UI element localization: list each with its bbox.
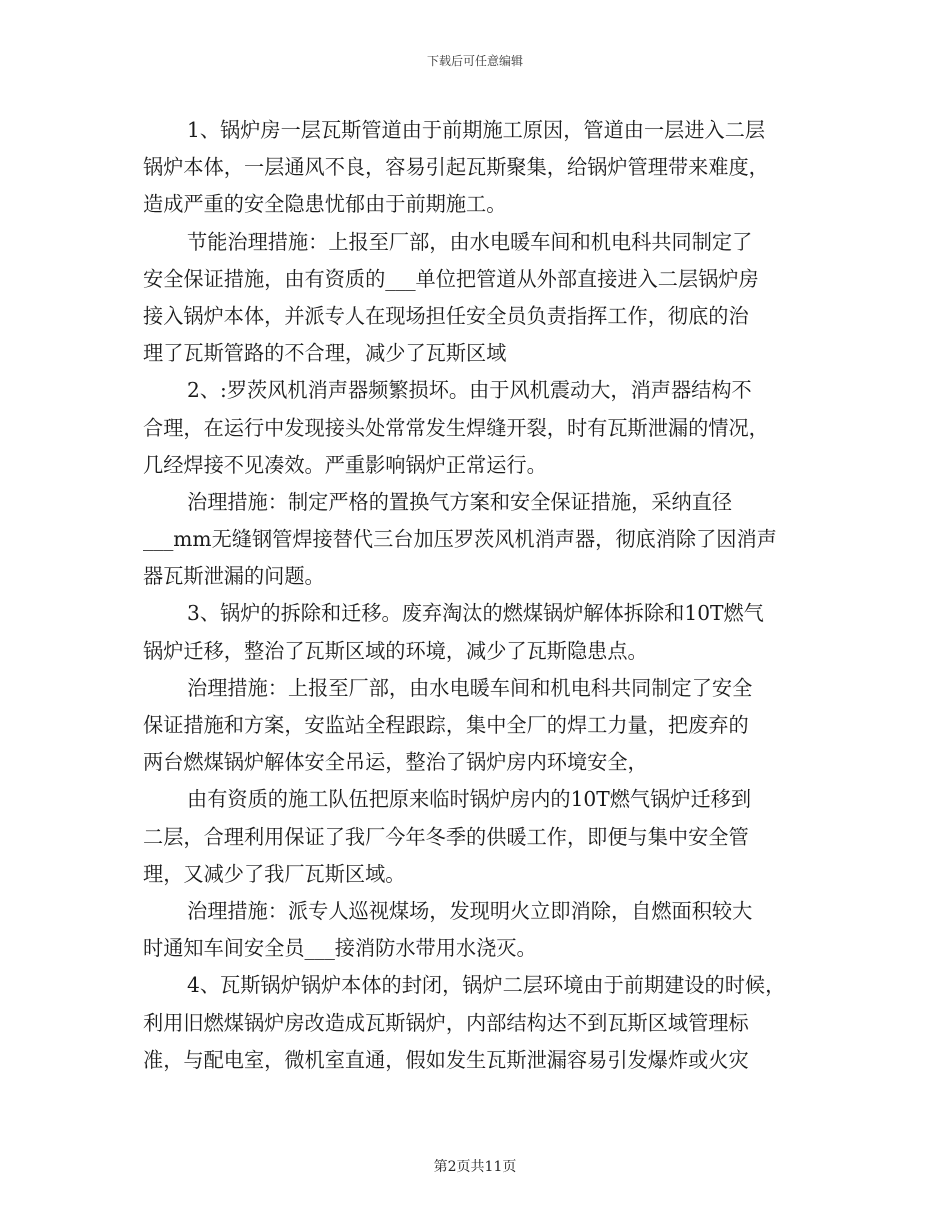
text-line: 3、锅炉的拆除和迁移。废弃淘汰的燃煤锅炉解体拆除和10T燃气 (187, 601, 764, 626)
text-line: 保证措施和方案，安监站全程跟踪，集中全厂的焊工力量，把废弃的 (143, 713, 749, 737)
text-line: 节能治理措施：上报至厂部，由水电暖车间和机电科共同制定了 (187, 229, 753, 254)
text-line: 理，又减少了我厂瓦斯区域。 (143, 861, 406, 886)
text-line: 理了瓦斯管路的不合理，减少了瓦斯区域 (143, 341, 507, 366)
text-line: 器瓦斯泄漏的问题。 (143, 564, 325, 589)
text-line: 几经焊接不见凑效。严重影响锅炉正常运行。 (143, 452, 547, 477)
text-line: 治理措施：派专人巡视煤场，发现明火立即消除，自燃面积较大 (187, 898, 753, 923)
document-body (143, 112, 808, 1079)
text-line: 二层，合理利用保证了我厂今年冬季的供暖工作，即便与集中安全管 (143, 824, 749, 849)
text-line: 准，与配电室，微机室直通，假如发生瓦斯泄漏容易引发爆炸或火灾 (143, 1047, 749, 1072)
text-line: 2、:罗茨风机消声器频繁损坏。由于风机震动大，消声器结构不 (187, 378, 752, 403)
text-line: 时通知车间安全员___接消防水带用水浇灭。 (143, 936, 537, 961)
text-line: ___mm无缝钢管焊接替代三台加压罗茨风机消声器，彻底消除了因消声 (143, 527, 777, 552)
page-number: 第2页共11页 (433, 1159, 517, 1175)
text-line: 利用旧燃煤锅炉房改造成瓦斯锅炉，内部结构达不到瓦斯区域管理标 (143, 1010, 749, 1035)
text-line: 4、瓦斯锅炉锅炉本体的封闭，锅炉二层环境由于前期建设的时候， (187, 973, 786, 998)
text-line: 接入锅炉本体，并派专人在现场担任安全员负责指挥工作，彻底的治 (143, 303, 749, 328)
text-line: 由有资质的施工队伍把原来临时锅炉房内的10T燃气锅炉迁移到 (187, 787, 752, 812)
page-header: 下载后可任意编辑 (426, 54, 523, 68)
text-line: 锅炉本体，一层通风不良，容易引起瓦斯聚集，给锅炉管理带来难度， (143, 155, 769, 180)
text-line: 安全保证措施，由有资质的___单位把管道从外部直接进入二层锅炉房 (143, 266, 759, 291)
text-line: 治理措施：上报至厂部，由水电暖车间和机电科共同制定了安全 (187, 675, 753, 700)
text-line: 造成严重的安全隐患忧郁由于前期施工。 (143, 192, 507, 217)
text-line: 治理措施：制定严格的置换气方案和安全保证措施，采纳直径 (187, 489, 733, 514)
text-line: 锅炉迁移，整治了瓦斯区域的环境，减少了瓦斯隐患点。 (143, 638, 648, 663)
text-line: 1、锅炉房一层瓦斯管道由于前期施工原因，管道由一层进入二层 (187, 118, 766, 142)
text-line: 合理，在运行中发现接头处常常发生焊缝开裂，时有瓦斯泄漏的情况， (143, 415, 769, 440)
text-line: 两台燃煤锅炉解体安全吊运，整治了锅炉房内环境安全， (143, 750, 648, 775)
